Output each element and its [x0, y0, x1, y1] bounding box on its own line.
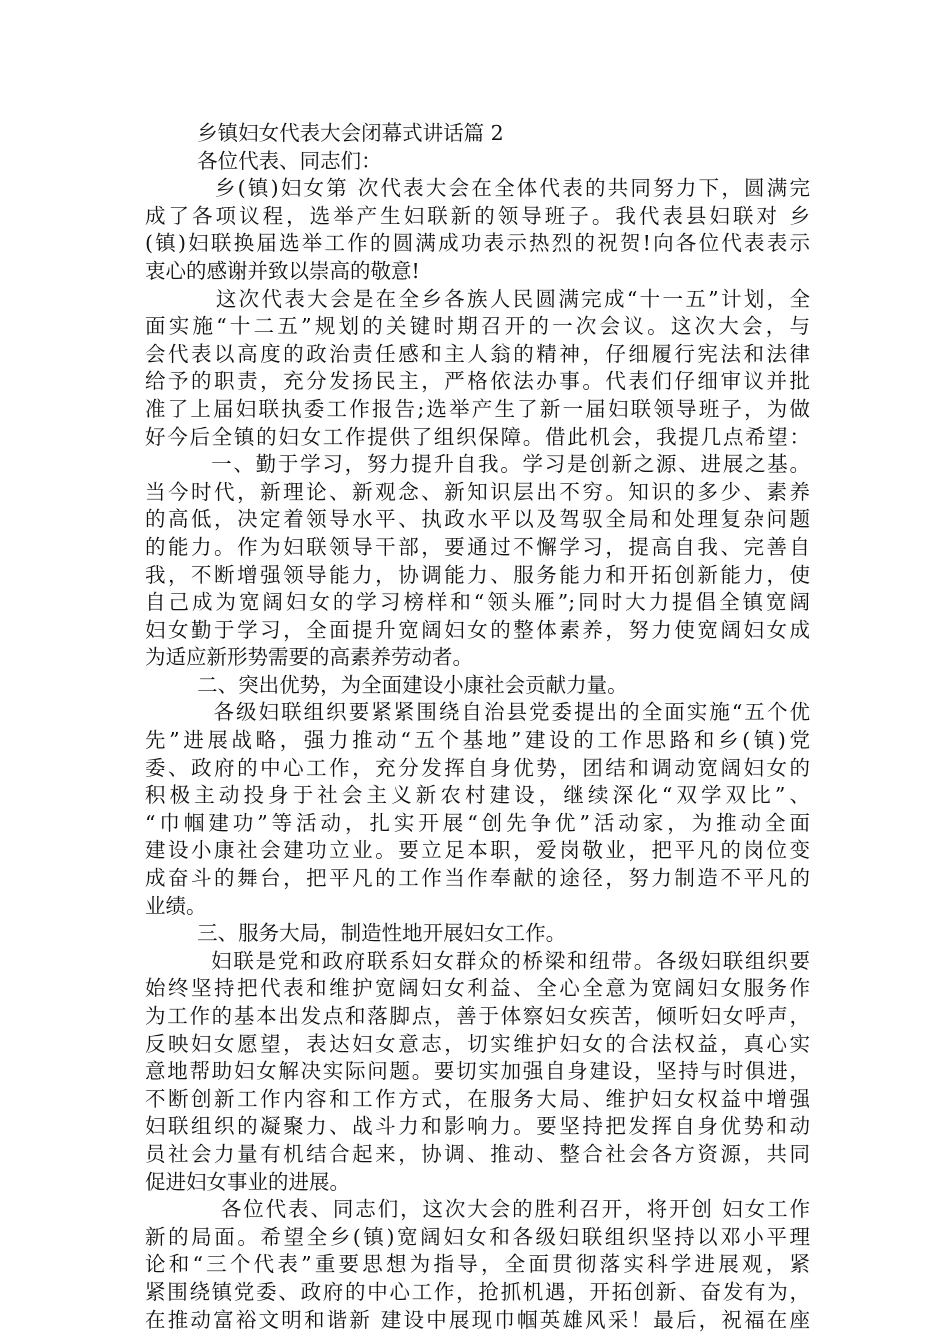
- text-line: 面实施“十二五”规划的关键时期召开的一次会议。这次大会，与: [145, 314, 810, 339]
- text-line: 给予的职责，充分发扬民主，严格依法办事。代表们仔细审议并批: [145, 369, 810, 394]
- text-line: 妇联组织的凝聚力、战斗力和影响力。要坚持把发挥自身优势和动: [145, 1114, 810, 1139]
- text-line: 先”进展战略，强力推动“五个基地”建设的工作思路和乡(镇)党: [145, 728, 810, 753]
- text-line: 乡镇妇女代表大会闭幕式讲话篇 2: [145, 121, 504, 145]
- text-line: 乡(镇)妇女第 次代表大会在全体代表的共同努力下，圆满完: [145, 176, 810, 201]
- text-line: 论和“三个代表”重要思想为指导，全面贯彻落实科学进展观，紧: [145, 1252, 810, 1277]
- text-line: 衷心的感谢并致以崇高的敬意!: [145, 258, 420, 283]
- text-line: 成了各项议程，选举产生妇联新的领导班子。我代表县妇联对 乡: [145, 203, 810, 228]
- text-line: 始终坚持把代表和维护宽阔妇女利益、全心全意为宽阔妇女服务作: [145, 976, 810, 1001]
- text-line: 各位代表、同志们：: [145, 148, 382, 173]
- text-line: 会代表以高度的政治责任感和主人翁的精神，仔细履行宪法和法律: [145, 341, 810, 366]
- text-line: 积极主动投身于社会主义新农村建设，继续深化“双学双比”、: [145, 783, 810, 808]
- text-line: 这次代表大会是在全乡各族人民圆满完成“十一五”计划，全: [145, 286, 810, 311]
- text-line: 自己成为宽阔妇女的学习榜样和“领头雁”;同时大力提倡全镇宽阔: [145, 590, 810, 615]
- text-line: 不断创新工作内容和工作方式，在服务大局、维护妇女权益中增强: [145, 1086, 810, 1111]
- text-line: 妇联是党和政府联系妇女群众的桥梁和纽带。各级妇联组织要: [145, 948, 810, 973]
- text-line: 的能力。作为妇联领导干部，要通过不懈学习，提高自我、完善自: [145, 534, 810, 559]
- text-line: 反映妇女愿望，表达妇女意志，切实维护妇女的合法权益，真心实: [145, 1031, 810, 1056]
- text-line: 建设小康社会建功立业。要立足本职，爱岗敬业，把平凡的岗位变: [145, 838, 810, 863]
- text-line: 各级妇联组织要紧紧围绕自治县党委提出的全面实施“五个优: [145, 700, 810, 725]
- text-line: 妇女勤于学习，全面提升宽阔妇女的整体素养，努力使宽阔妇女成: [145, 617, 810, 642]
- text-line: 在推动富裕文明和谐新 建设中展现巾帼英雄风采！最后，祝福在座: [145, 1307, 810, 1332]
- text-line: 成奋斗的舞台，把平凡的工作当作奉献的途径，努力制造不平凡的: [145, 866, 810, 891]
- text-line: 三、服务大局，制造性地开展妇女工作。: [145, 921, 567, 946]
- text-line: 紧围绕镇党委、政府的中心工作，抢抓机遇，开拓创新、奋发有为，: [145, 1279, 810, 1304]
- text-line: 我，不断增强领导能力，协调能力、服务能力和开拓创新能力，使: [145, 562, 810, 587]
- text-line: 当今时代，新理论、新观念、新知识层出不穷。知识的多少、素养: [145, 479, 810, 504]
- text-line: 促进妇女事业的进展。: [145, 1169, 350, 1194]
- text-line: 各位代表、同志们，这次大会的胜利召开，将开创 妇女工作: [145, 1197, 810, 1222]
- text-line: (镇)妇联换届选举工作的圆满成功表示热烈的祝贺!向各位代表表示: [145, 231, 810, 256]
- text-line: “巾帼建功”等活动，扎实开展“创先争优”活动家，为推动全面: [145, 810, 810, 835]
- text-line: 委、政府的中心工作，充分发挥自身优势，团结和调动宽阔妇女的: [145, 755, 810, 780]
- text-line: 为适应新形势需要的高素养劳动者。: [145, 645, 473, 670]
- document-body: [145, 120, 810, 1334]
- text-line: 新的局面。希望全乡(镇)宽阔妇女和各级妇联组织坚持以邓小平理: [145, 1224, 810, 1249]
- text-line: 好今后全镇的妇女工作提供了组织保障。借此机会，我提几点希望：: [145, 424, 810, 449]
- text-line: 意地帮助妇女解决实际问题。要切实加强自身建设，坚持与时俱进，: [145, 1059, 810, 1084]
- text-line: 一、勤于学习，努力提升自我。学习是创新之源、进展之基。: [145, 452, 810, 477]
- text-line: 准了上届妇联执委工作报告;选举产生了新一届妇联领导班子，为做: [145, 396, 810, 421]
- text-line: 员社会力量有机结合起来，协调、推动、整合社会各方资源，共同: [145, 1141, 810, 1166]
- text-line: 业绩。: [145, 893, 207, 918]
- text-line: 的高低，决定着领导水平、执政水平以及驾驭全局和处理复杂问题: [145, 507, 810, 532]
- text-line: 为工作的基本出发点和落脚点，善于体察妇女疾苦，倾听妇女呼声，: [145, 1004, 810, 1028]
- text-line: 二、突出优势，为全面建设小康社会贡献力量。: [145, 672, 628, 697]
